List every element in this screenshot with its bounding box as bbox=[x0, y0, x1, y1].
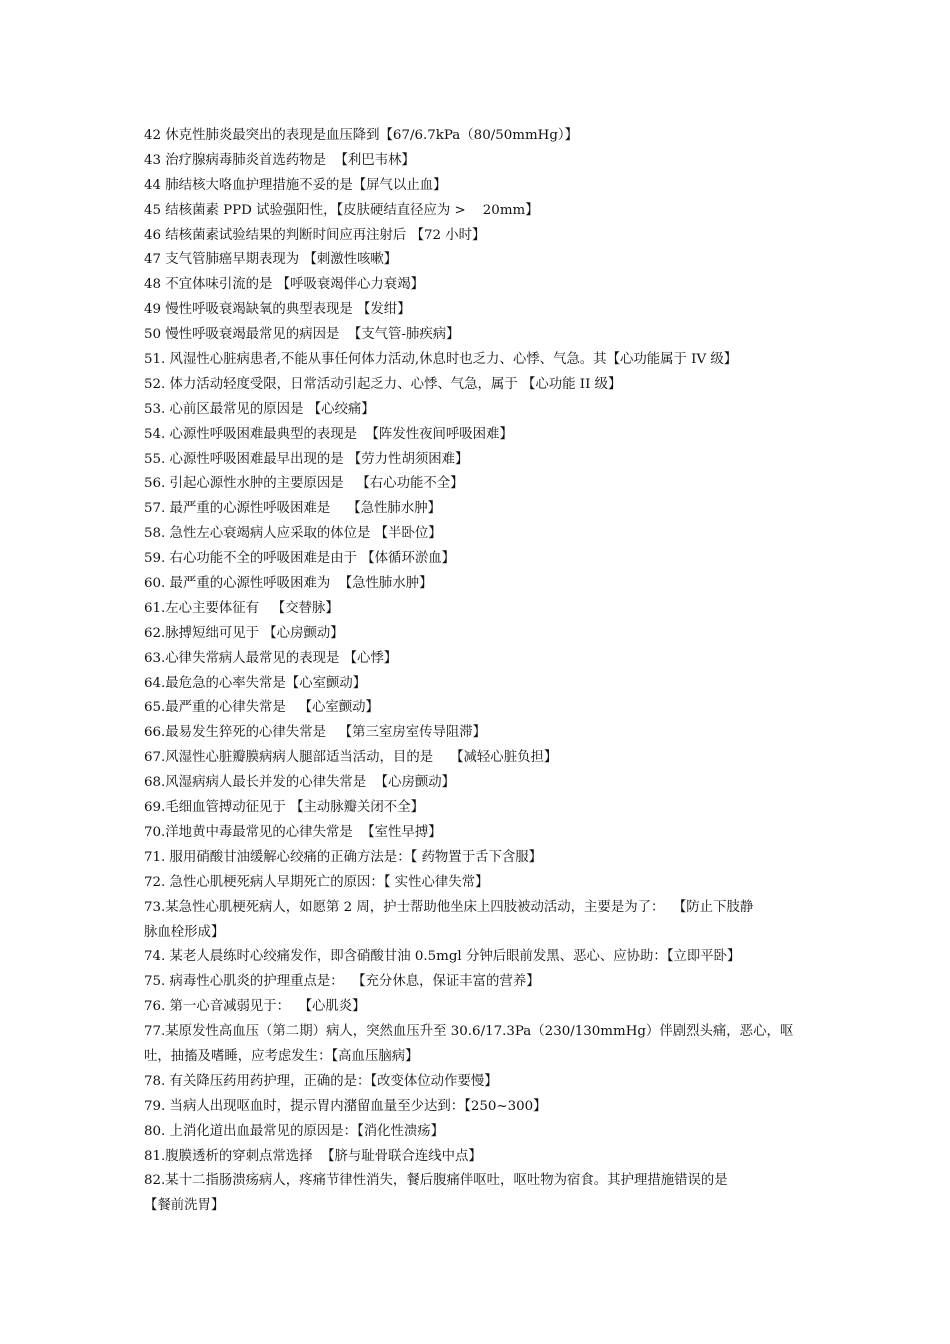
text-line: 59. 右心功能不全的呼吸困难是由于 【体循环淤血】 bbox=[144, 551, 456, 567]
text-line: 77.某原发性高血压（第二期）病人，突然血压升至 30.6/17.3Pa（230/130mmHg）伴剧烈头痛，恶心，呕 bbox=[144, 1024, 794, 1040]
text-line: 61.左心主要体征有 【交替脉】 bbox=[144, 600, 339, 616]
text-line: 60. 最严重的心源性呼吸困难为 【急性肺水肿】 bbox=[144, 576, 433, 592]
text-line: 80. 上消化道出血最常见的原因是：【消化性溃疡】 bbox=[144, 1123, 445, 1139]
text-line: 52. 体力活动轻度受限，日常活动引起乏力、心悸、气急，属于 【心功能 II 级】 bbox=[144, 376, 622, 392]
text-line: 58. 急性左心衰竭病人应采取的体位是 【半卧位】 bbox=[144, 526, 442, 542]
text-line: 65.最严重的心律失常是 【心室颤动】 bbox=[144, 700, 379, 716]
text-line: 71. 服用硝酸甘油缓解心绞痛的正确方法是：【 药物置于舌下含服】 bbox=[144, 849, 543, 865]
document-page bbox=[144, 124, 812, 1219]
text-line: 46 结核菌素试验结果的判断时间应再注射后 【72 小时】 bbox=[144, 227, 486, 243]
text-line: 75. 病毒性心肌炎的护理重点是： 【充分休息，保证丰富的营养】 bbox=[144, 974, 540, 990]
text-line: 54. 心源性呼吸困难最典型的表现是 【阵发性夜间呼吸困难】 bbox=[144, 426, 513, 442]
text-line: 43 治疗腺病毒肺炎首选药物是 【利巴韦林】 bbox=[144, 152, 415, 168]
text-line: 72. 急性心肌梗死病人早期死亡的原因：【 实性心律失常】 bbox=[144, 874, 489, 890]
text-line: 74. 某老人晨练时心绞痛发作，即含硝酸甘油 0.5mgl 分钟后眼前发黑、恶心、应协助：【立即平卧】 bbox=[144, 949, 741, 965]
text-line: 45 结核菌素 PPD 试验强阳性，【皮肤硬结直径应为 > 20mm】 bbox=[144, 202, 539, 218]
text-line: 44 肺结核大咯血护理措施不妥的是【屏气以止血】 bbox=[144, 177, 447, 193]
text-line: 64.最危急的心率失常是【心室颤动】 bbox=[144, 675, 367, 691]
text-line: 42 休克性肺炎最突出的表现是血压降到【67/6.7kPa（80/50mmHg）】 bbox=[144, 128, 578, 143]
text-line: 69.毛细血管搏动征见于 【主动脉瓣关闭不全】 bbox=[144, 800, 424, 816]
text-line: 【餐前洗胃】 bbox=[144, 1198, 225, 1214]
text-line: 67.风湿性心脏瓣膜病病人腿部适当活动，目的是 【减轻心脏负担】 bbox=[144, 750, 558, 766]
text-line: 76. 第一心音减弱见于： 【心肌炎】 bbox=[144, 999, 366, 1015]
text-line: 51. 风湿性心脏病患者,不能从事任何体力活动,休息时也乏力、心悸、气急。其【心功能属于 IV 级】 bbox=[144, 352, 738, 368]
text-line: 吐，抽搐及嗜睡，应考虑发生：【高血压脑病】 bbox=[144, 1048, 419, 1064]
text-line: 78. 有关降压药用药护理，正确的是：【改变体位动作要慢】 bbox=[144, 1073, 498, 1089]
text-line: 49 慢性呼吸衰竭缺氧的典型表现是 【发绀】 bbox=[144, 302, 411, 318]
text-line: 56. 引起心源性水肿的主要原因是 【右心功能不全】 bbox=[144, 476, 464, 492]
text-line: 48 不宜体味引流的是 【呼吸衰竭伴心力衰竭】 bbox=[144, 277, 424, 293]
text-line: 82.某十二指肠溃疡病人，疼痛节律性消失，餐后腹痛伴呕吐，呕吐物为宿食。其护理措施错误的是 bbox=[144, 1173, 728, 1189]
text-line: 57. 最严重的心源性呼吸困难是 【急性肺水肿】 bbox=[144, 501, 441, 517]
text-line: 62.脉搏短绌可见于 【心房颤动】 bbox=[144, 625, 344, 641]
text-line: 68.风湿病病人最长并发的心律失常是 【心房颤动】 bbox=[144, 775, 456, 791]
text-line: 73.某急性心肌梗死病人，如愿第 2 周，护士帮助他坐床上四肢被动活动，主要是为了： 【防止下肢静 bbox=[144, 899, 754, 915]
text-line: 81.腹膜透析的穿刺点常选择 【脐与耻骨联合连线中点】 bbox=[144, 1148, 482, 1164]
text-line: 70.洋地黄中毒最常见的心律失常是 【室性早搏】 bbox=[144, 824, 442, 840]
text-line: 47 支气管肺癌早期表现为 【刺激性咳嗽】 bbox=[144, 252, 398, 268]
text-line: 脉血栓形成】 bbox=[144, 924, 225, 940]
text-line: 63.心律失常病人最常见的表现是 【心悸】 bbox=[144, 650, 398, 666]
text-line: 55. 心源性呼吸困难最早出现的是 【劳力性胡须困难】 bbox=[144, 451, 469, 467]
text-line: 66.最易发生猝死的心律失常是 【第三室房室传导阻滞】 bbox=[144, 725, 487, 741]
text-line: 79. 当病人出现呕血时，提示胃内潴留血量至少达到：【250~300】 bbox=[144, 1098, 547, 1114]
text-line: 50 慢性呼吸衰竭最常见的病因是 【支气管-肺疾病】 bbox=[144, 327, 460, 343]
text-line: 53. 心前区最常见的原因是 【心绞痛】 bbox=[144, 401, 375, 417]
